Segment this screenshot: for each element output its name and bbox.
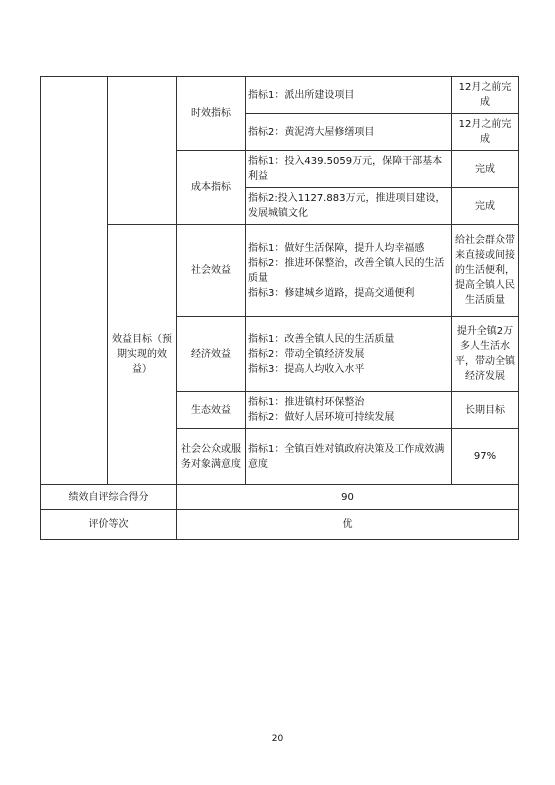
economic-indicator-2: 指标2：带动全镇经济发展: [248, 348, 365, 360]
grade-label: 评价等次: [41, 510, 177, 540]
social-indicator-1: 指标1：做好生活保障，提升人均幸福感: [248, 242, 425, 254]
economic-indicator-1: 指标1：改善全镇人民的生活质量: [248, 333, 395, 345]
ecological-indicator-1: 指标1：推进镇村环保整治: [248, 397, 365, 408]
page-number: 20: [271, 734, 284, 744]
cost-result-2: 完成: [452, 188, 519, 225]
ecological-benefit-label: 生态效益: [177, 392, 246, 429]
ecological-benefit-result: 长期目标: [452, 392, 519, 429]
cost-indicator-1: 指标1：投入439.5059万元，保障干部基本利益: [246, 151, 452, 188]
ecological-indicator-2: 指标2：做好人居环境可持续发展: [248, 412, 395, 423]
social-indicator-3: 指标3：修建城乡道路，提高交通便利: [248, 287, 415, 299]
score-value: 90: [177, 485, 519, 510]
timeliness-indicator-2: 指标2：黄泥湾大屋修缮项目: [246, 114, 452, 151]
benefit-goal-label: 效益目标（预期实现的效益）: [108, 225, 177, 485]
economic-benefit-indicators: [246, 317, 452, 392]
performance-table: [40, 76, 519, 540]
grade-value: 优: [177, 510, 519, 540]
satisfaction-label: 社会公众或服务对象满意度: [177, 429, 246, 485]
timeliness-result-1: 12月之前完成: [452, 77, 519, 114]
satisfaction-result: 97%: [452, 429, 519, 485]
social-indicator-2: 指标2：推进环保整治，改善全镇人民的生活质量: [248, 257, 445, 284]
cost-indicator-2: 指标2:投入1127.883万元，推进项目建设，发展城镇文化: [246, 188, 452, 225]
timeliness-result-2: 12月之前完成: [452, 114, 519, 151]
social-benefit-label: 社会效益: [177, 225, 246, 317]
social-benefit-indicators: [246, 225, 452, 317]
cost-result-1: 完成: [452, 151, 519, 188]
ecological-benefit-indicators: [246, 392, 452, 429]
blank-category-cell: [41, 77, 108, 485]
cost-label: 成本指标: [177, 151, 246, 225]
economic-benefit-result: 提升全镇2万多人生活水平，带动全镇经济发展: [452, 317, 519, 392]
timeliness-indicator-1: 指标1：派出所建设项目: [246, 77, 452, 114]
social-benefit-result: 给社会群众带来直接或间接的生活便利，提高全镇人民生活质量: [452, 225, 519, 317]
economic-benefit-label: 经济效益: [177, 317, 246, 392]
satisfaction-indicator-1: 指标1：全镇百姓对镇政府决策及工作成效满意度: [246, 429, 452, 485]
timeliness-label: 时效指标: [177, 77, 246, 151]
score-label: 绩效自评综合得分: [41, 485, 177, 510]
economic-indicator-3: 指标3：提高人均收入水平: [248, 363, 365, 375]
blank-subcategory-cell: [108, 77, 177, 225]
